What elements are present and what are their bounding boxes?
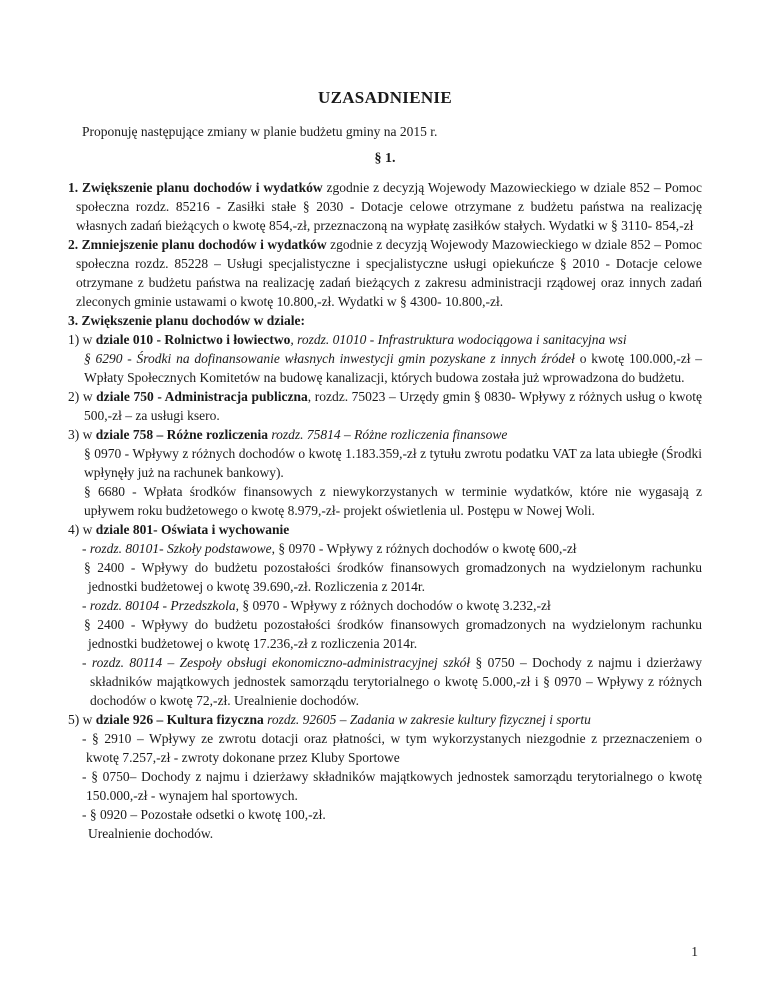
text-run: dziale 750 - Administracja publiczna [96, 389, 308, 404]
text-run: - [82, 541, 90, 556]
paragraph [84, 349, 702, 387]
text-run: - § 0750– Dochody z najmu i dzierżawy składników majątkowych jednostek samorządu terytorialnego o kwotę 150.000,-zł - wynajem hal sportowych. [82, 769, 702, 803]
paragraph [68, 710, 702, 729]
paragraph [68, 311, 702, 330]
text-run: dziale 758 – Różne rozliczenia [95, 427, 268, 442]
paragraph [68, 178, 702, 235]
text-run: , rozdz. 01010 - Infrastruktura wodociągowa i sanitacyjna wsi [290, 332, 627, 347]
text-run: dziale 801- Oświata i wychowanie [95, 522, 290, 537]
text-run: - [82, 598, 90, 613]
text-run: 2) w [68, 389, 97, 404]
intro-paragraph: Proponuję następujące zmiany w planie budżetu gminy na 2015 r. [82, 124, 438, 139]
section-heading: § 1. [374, 151, 396, 166]
text-run: - [82, 655, 92, 670]
text-run: 2. Zmniejszenie planu dochodów i wydatków [68, 237, 327, 252]
text-run: rozdz. 80104 - Przedszkola [89, 598, 236, 613]
paragraph [84, 444, 702, 482]
paragraph [82, 539, 702, 558]
paragraph [82, 805, 702, 824]
paragraph [88, 824, 702, 843]
paragraph [68, 425, 702, 444]
text-run: § 0970 - Wpływy z różnych dochodów o kwotę 1.183.359,-zł z tytułu zwrotu podatku VAT za lata ubiegłe (Środki wpłynęły już na rachunek bankowy). [84, 446, 702, 480]
page-number: 1 [691, 944, 698, 959]
text-run: § 6680 - Wpłata środków finansowych z niewykorzystanych w terminie wydatków, które nie wygasają z upływem roku budżetowego o kwotę 8.979,-zł- projekt oświetlenia ul. Postępu w Nowej Woli. [84, 484, 702, 518]
text-run: zgodnie z decyzją Wojewody Mazowieckiego w dziale 852 – Pomoc społeczna rozdz. 85216 - Zasiłki stałe § 2030 - Dotacje celowe otrzymane z budżetu państwa na realizację własnych zadań bieżących o kwotę 854,-zł, przeznaczoną na wypłatę zasiłków stałych. Wydatki w § 3110- 854,-zł [76, 180, 703, 233]
text-run: rozdz. 80114 – Zespoły obsługi ekonomiczno-administracyjnej szkół [91, 655, 471, 670]
text-run: zgodnie z decyzją Wojewody Mazowieckiego w dziale 852 – Pomoc społeczna rozdz. 85228 – Usługi specjalistyczne i specjalistyczne usługi opiekuńcze § 2010 - Dotacje celowe otrzymane z budżetu państwa na realizację zadań bieżących z zakresu administracji rządowej oraz innych zadań zleconych gminie ustawami o kwotę 10.800,-zł. Wydatki w § 4300- 10.800,-zł. [76, 237, 702, 309]
paragraph [82, 767, 702, 805]
text-run: 3) w [68, 427, 96, 442]
text-run: 3. Zwiększenie planu dochodów w dziale: [68, 313, 306, 328]
text-run: 1) w [68, 332, 96, 347]
document-body [68, 178, 702, 843]
paragraph [68, 387, 702, 425]
paragraph [82, 729, 702, 767]
text-run: 4) w [68, 522, 96, 537]
text-run: Urealnienie dochodów. [88, 826, 214, 841]
text-run: § 6290 - Środki na dofinansowanie własnych inwestycji gmin pozyskane z innych źródeł [84, 351, 575, 366]
text-run: - § 2910 – Wpływy ze zwrotu dotacji oraz płatności, w tym wykorzystanych niezgodnie z przeznaczeniem o kwotę 7.257,-zł - zwroty dokonane przez Kluby Sportowe [82, 731, 702, 765]
text-run: 1. Zwiększenie planu dochodów i wydatków [68, 180, 323, 195]
document-title: UZASADNIENIE [318, 88, 452, 107]
text-run: - § 0920 – Pozostałe odsetki o kwotę 100,-zł. [82, 807, 326, 822]
text-run: dziale 010 - Rolnictwo i łowiectwo [95, 332, 291, 347]
text-run: rozdz. 75814 – Różne rozliczenia finansowe [267, 427, 508, 442]
paragraph [68, 330, 702, 349]
text-run: 5) w [68, 712, 96, 727]
text-run: , § 0970 - Wpływy z różnych dochodów o kwotę 3.232,-zł [235, 598, 551, 613]
paragraph [84, 558, 702, 596]
text-run: o kwotę 100.000,-zł – Wpłaty Społecznych Komitetów na budowę kanalizacji, których budowa została już wprowadzona do budżetu. [84, 351, 702, 385]
text-run: rozdz. 80101- Szkoły podstawowe [89, 541, 272, 556]
text-run: rozdz. 92605 – Zadania w zakresie kultury fizycznej i sportu [263, 712, 591, 727]
paragraph [82, 653, 702, 710]
text-run: , rozdz. 75023 – Urzędy gmin § 0830- Wpływy z różnych usług o kwotę 500,-zł – za usługi ksero. [84, 389, 703, 423]
text-run: dziale 926 – Kultura fizyczna [95, 712, 264, 727]
paragraph [84, 615, 702, 653]
text-run: , § 0970 - Wpływy z różnych dochodów o kwotę 600,-zł [271, 541, 577, 556]
text-run: § 2400 - Wpływy do budżetu pozostałości środków finansowych gromadzonych na wydzielonym rachunku jednostki budżetowej o kwotę 17.236,-zł z rozliczenia 2014r. [84, 617, 702, 651]
paragraph [68, 520, 702, 539]
text-run: § 0750 – Dochody z najmu i dzierżawy składników majątkowych jednostek samorządu terytorialnego o kwotę 5.000,-zł i § 0970 – Wpływy z różnych dochodów o kwotę 72,-zł. Urealnienie dochodów. [90, 655, 702, 708]
text-run: § 2400 - Wpływy do budżetu pozostałości środków finansowych gromadzonych na wydzielonym rachunku jednostki budżetowej o kwotę 39.690,-zł. Rozliczenia z 2014r. [84, 560, 702, 594]
paragraph [68, 235, 702, 311]
paragraph [84, 482, 702, 520]
paragraph [82, 596, 702, 615]
